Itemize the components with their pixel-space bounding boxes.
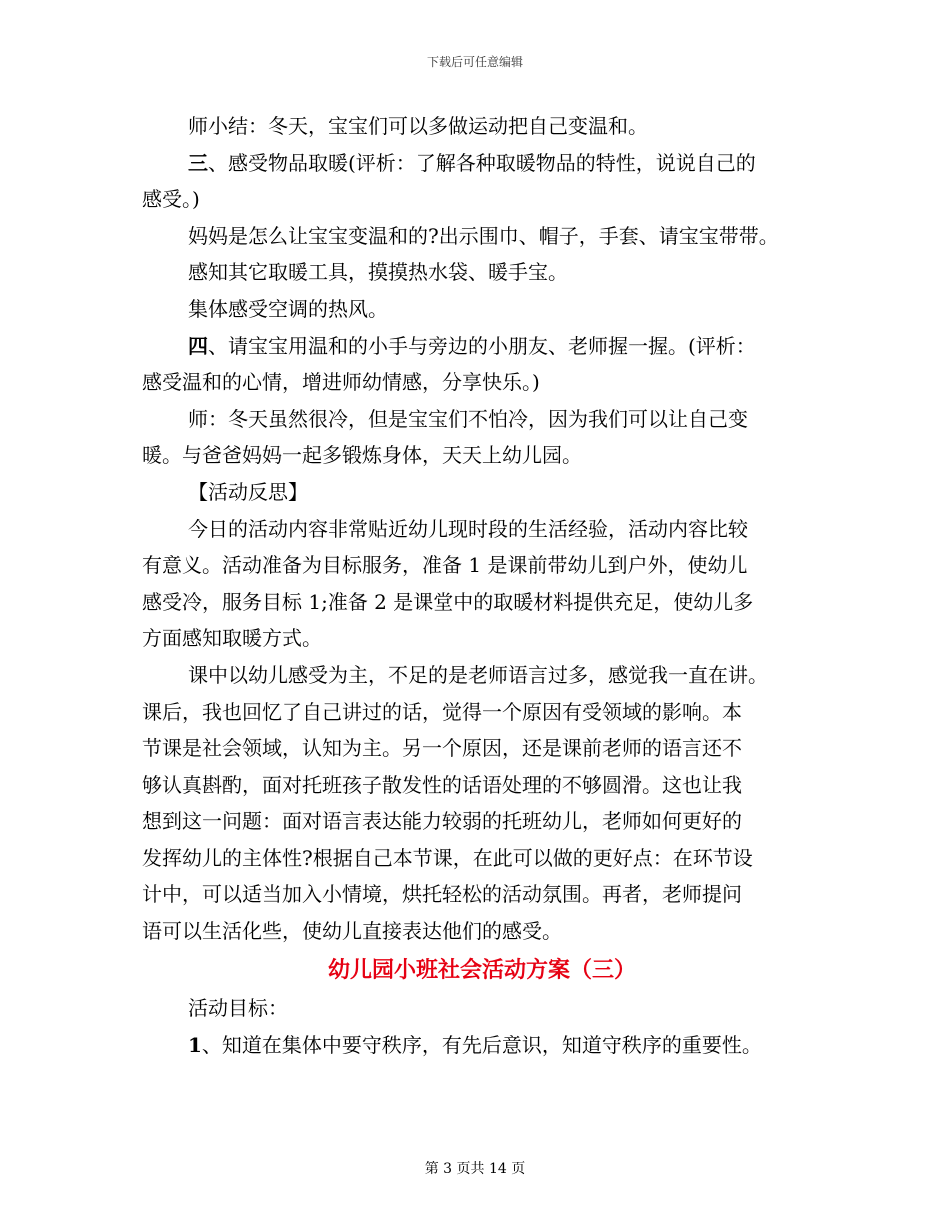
list-number: 1 <box>188 1032 202 1057</box>
paragraph-line: 感受。) <box>142 187 200 212</box>
paragraph-text: 、请宝宝用温和的小手与旁边的小朋友、老师握一握。(评析： <box>208 333 756 358</box>
page-header: 下载后可任意编辑 <box>426 55 523 69</box>
paragraph-line: 感知其它取暖工具，摸摸热水袋、暖手宝。 <box>188 260 568 285</box>
paragraph-line <box>142 1027 822 1064</box>
paragraph-line: 集体感受空调的热风。 <box>188 296 388 321</box>
document-body <box>142 108 822 1063</box>
paragraph-line <box>142 328 822 365</box>
paragraph-line: 妈妈是怎么让宝宝变温和的?出示围巾、帽子，手套、请宝宝带带。 <box>188 223 779 248</box>
paragraph-line: 发挥幼儿的主体性?根据自己本节课，在此可以做的更好点：在环节设 <box>142 845 753 870</box>
paragraph-line <box>142 145 822 182</box>
paragraph-line: 感受温和的心情，增进师幼情感，分享快乐。) <box>142 370 540 395</box>
list-number: 三 <box>188 150 208 175</box>
section-title: 幼儿园小班社会活动方案（三） <box>327 956 636 983</box>
paragraph-line: 师：冬天虽然很冷，但是宝宝们不怕冷，因为我们可以让自己变 <box>188 406 748 431</box>
paragraph-text: 、感受物品取暖(评析：了解各种取暖物品的特性，说说自己的 <box>208 150 756 175</box>
paragraph-line: 方面感知取暖方式。 <box>142 626 322 651</box>
list-number: 四 <box>188 333 208 358</box>
paragraph-line: 课中以幼儿感受为主，不足的是老师语言过多，感觉我一直在讲。 <box>188 662 768 687</box>
paragraph-line: 够认真斟酌，面对托班孩子散发性的话语处理的不够圆滑。这也让我 <box>142 772 742 797</box>
paragraph-line: 今日的活动内容非常贴近幼儿现时段的生活经验，活动内容比较 <box>188 516 748 541</box>
paragraph-line: 节课是社会领域，认知为主。另一个原因，还是课前老师的语言还不 <box>142 736 742 761</box>
paragraph-line: 感受冷，服务目标 1;准备 2 是课堂中的取暖材料提供充足，使幼儿多 <box>142 589 754 614</box>
paragraph-line: 暖。与爸爸妈妈一起多锻炼身体，天天上幼儿园。 <box>142 443 582 468</box>
paragraph-line: 有意义。活动准备为目标服务，准备 1 是课前带幼儿到户外，使幼儿 <box>142 553 748 578</box>
paragraph-line: 课后，我也回忆了自己讲过的话，觉得一个原因有受领域的影响。本 <box>142 699 742 724</box>
paragraph-line: 语可以生活化些，使幼儿直接表达他们的感受。 <box>142 919 562 944</box>
subheading: 【活动反思】 <box>188 479 308 504</box>
paragraph-line: 想到这一问题：面对语言表达能力较弱的托班幼儿，老师如何更好的 <box>142 809 742 834</box>
paragraph-text: 、知道在集体中要守秩序，有先后意识，知道守秩序的重要性。 <box>201 1032 762 1057</box>
page-footer: 第 3 页共 14 页 <box>424 1161 526 1177</box>
paragraph-line: 活动目标： <box>188 996 288 1021</box>
paragraph-line: 师小结：冬天，宝宝们可以多做运动把自己变温和。 <box>188 114 648 138</box>
paragraph-line: 计中，可以适当加入小情境，烘托轻松的活动氛围。再者，老师提问 <box>142 882 742 907</box>
